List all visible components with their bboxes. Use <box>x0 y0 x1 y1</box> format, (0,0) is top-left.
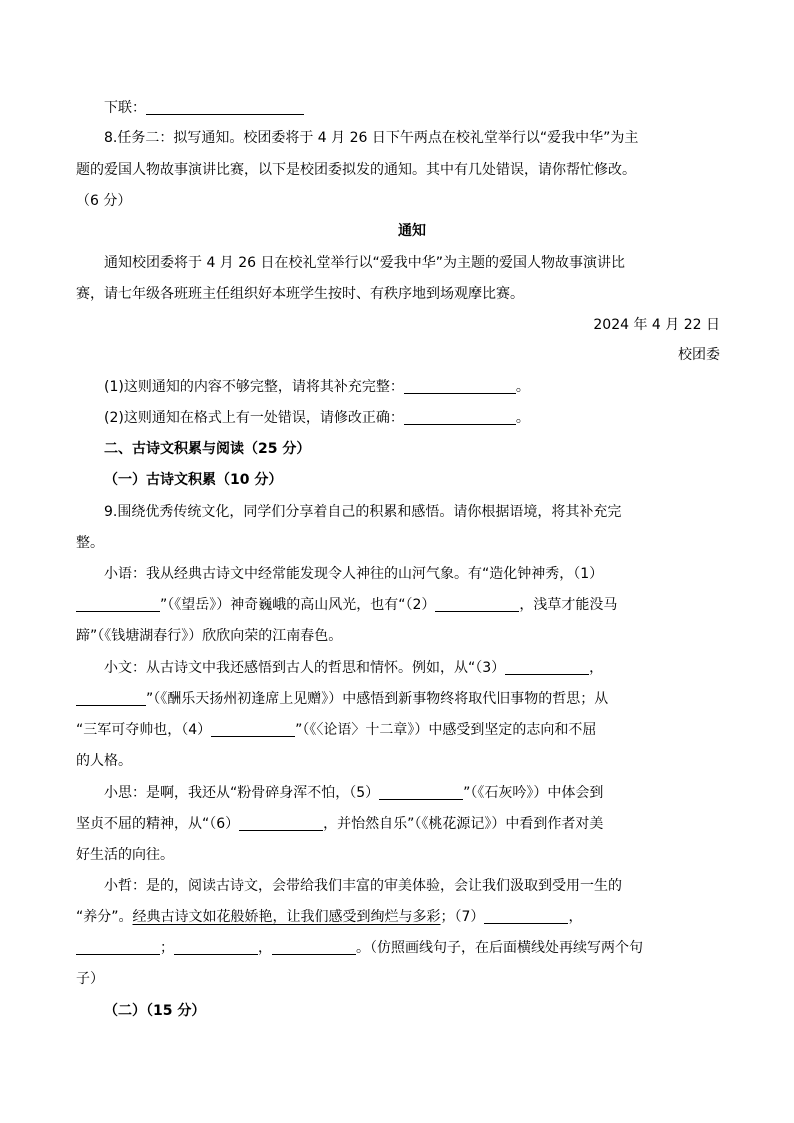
subq2-answer-blank[interactable] <box>404 408 516 425</box>
subq2-line: (2)这则通知在格式上有一处错误，请修改正确： 。 <box>104 410 530 426</box>
section2-heading: 二、古诗文积累与阅读（25 分） <box>104 441 311 457</box>
task2-score: （6 分） <box>76 193 132 209</box>
q9-line2: 整。 <box>76 535 104 551</box>
notice-date: 2024 年 4 月 22 日 <box>593 317 720 333</box>
xiaowen-line2: ”（《酬乐天扬州初逢席上见赠》）中感悟到新事物终将取代旧事物的哲思；从 <box>0 684 794 714</box>
subq1-answer-blank[interactable] <box>404 377 516 394</box>
xiaosi-line2: 坚贞不屈的精神，从“（6） ，并怡然自乐”（《桃花源记》）中看到作者对美 <box>76 816 604 832</box>
xiaosi-line1: 小思：是啊，我还从“粉骨碎身浑不怕，（5） ”（《石灰吟》）中体会到 <box>104 785 604 801</box>
couplet-lower-line <box>0 93 794 123</box>
blank-3b[interactable] <box>76 689 146 706</box>
xiaoyu-line2: ”（《望岳》）神奇巍峨的高山风光，也有“（2） ，浅草才能没马 <box>0 590 794 620</box>
q9-line1: 9.围绕优秀传统文化，同学们分享着自己的积累和感悟。请你根据语境，将其补充完 <box>104 504 622 520</box>
blank-6[interactable] <box>239 814 323 831</box>
xiaozhe-line4: 子） <box>76 971 104 987</box>
blank-7a[interactable] <box>484 907 568 924</box>
couplet-lower-blank[interactable] <box>146 98 304 115</box>
blank-2[interactable] <box>435 595 519 612</box>
section2-part2-heading: （二）（15 分） <box>104 1003 206 1019</box>
notice-body-line1: 通知校团委将于 4 月 26 日在校礼堂举行以“爱我中华”为主题的爱国人物故事演讲比 <box>104 255 626 271</box>
section2-part1-heading: （一）古诗文积累（10 分） <box>104 472 283 488</box>
xiaozhe-line3: ； ， 。（仿照画线句子，在后面横线处再续写两个句 <box>0 933 794 963</box>
blank-7c[interactable] <box>174 938 258 955</box>
blank-1[interactable] <box>76 595 160 612</box>
model-sentence: 经典古诗文如花般娇艳，让我们感受到绚烂与多彩 <box>132 909 441 925</box>
notice-body-line2: 赛，请七年级各班班主任组织好本班学生按时、有秩序地到场观摩比赛。 <box>76 286 524 302</box>
notice-title: 通知 <box>398 223 426 239</box>
xiaozhe-line1: 小哲：是的，阅读古诗文，会带给我们丰富的审美体验，会让我们汲取到受用一生的 <box>104 878 622 894</box>
task2-question-line1: 8.任务二：拟写通知。校团委将于 4 月 26 日下午两点在校礼堂举行以“爱我中华”为主 <box>104 130 639 146</box>
xiaoyu-line1: 小语：我从经典古诗文中经常能发现令人神往的山河气象。有“造化钟神秀，（1） <box>104 566 604 582</box>
blank-3a[interactable] <box>505 658 589 675</box>
subq1-line: (1)这则通知的内容不够完整，请将其补充完整： 。 <box>104 379 530 395</box>
task2-question-line2: 题的爱国人物故事演讲比赛，以下是校团委拟发的通知。其中有几处错误，请你帮忙修改。 <box>76 162 636 178</box>
blank-5[interactable] <box>379 783 463 800</box>
xiaowen-line1: 小文：从古诗文中我还感悟到古人的哲思和情怀。例如，从“（3） ， <box>104 660 604 676</box>
xiaowen-line3: “三军可夺帅也，（4） ”（《〈论语〉十二章》）中感受到坚定的志向和不屈 <box>76 722 597 738</box>
blank-7d[interactable] <box>272 938 356 955</box>
xiaoyu-line3: 蹄”（《钱塘湖春行》）欣欣向荣的江南春色。 <box>76 628 343 644</box>
couplet-lower-label: 下联： <box>104 100 146 116</box>
blank-7b[interactable] <box>76 938 160 955</box>
notice-signature: 校团委 <box>678 347 720 363</box>
xiaozhe-line2: “养分”。经典古诗文如花般娇艳，让我们感受到绚烂与多彩；（7） ， <box>76 909 583 925</box>
xiaowen-line4: 的人格。 <box>76 753 132 769</box>
xiaosi-line3: 好生活的向往。 <box>76 847 174 863</box>
blank-4[interactable] <box>211 720 295 737</box>
